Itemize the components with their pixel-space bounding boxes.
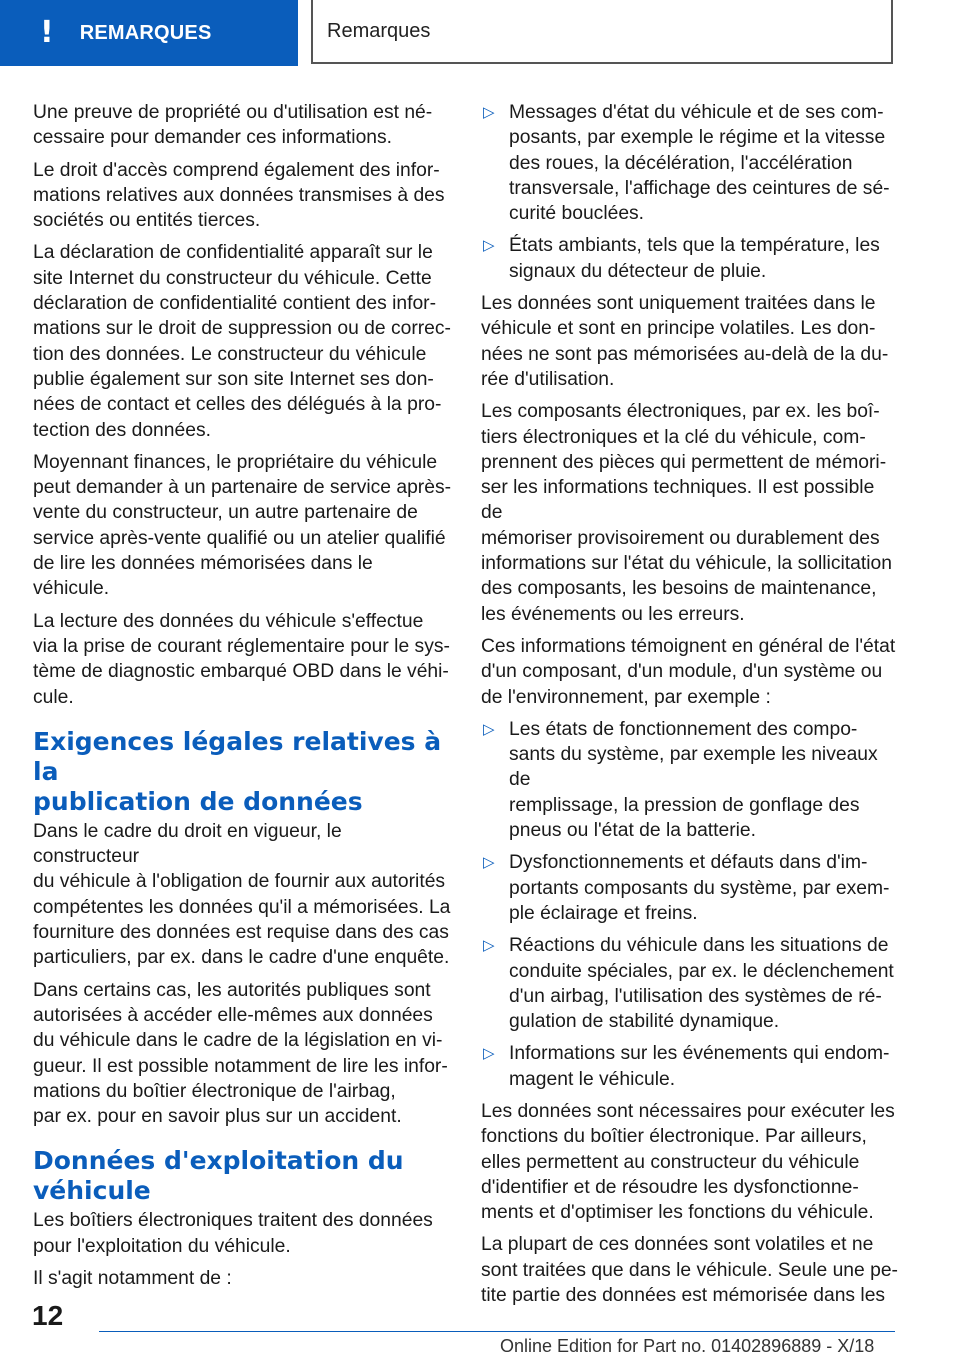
list-item-text: Dysfonctionnements et défauts dans d'im- portants composants du système, par exem- ple éclairage et freins.	[509, 852, 890, 924]
paragraph: Les boîtiers électroniques traitent des données pour l'exploitation du véhicule.	[33, 1210, 433, 1257]
paragraph: La déclaration de confidentialité apparaît sur le site Internet du constructeur du véhicule. Cette déclaration de confidentialité contient des infor- mations sur le droit de suppression ou de correc- tion des données. Le constructeur du véhicule publie également sur son site Internet ses don- nées de contact et celles des délégués à la pro- tection des données.	[33, 242, 451, 441]
left-column	[33, 100, 451, 1298]
section-heading: Exigences légales relatives à la publication de données	[33, 726, 442, 816]
exclamation-icon: !	[40, 15, 54, 50]
triangle-bullet-icon: ▷	[483, 103, 495, 121]
triangle-bullet-icon: ▷	[483, 853, 495, 872]
paragraph: Le droit d'accès comprend également des infor- mations relatives aux données transmises à des sociétés ou entités tierces.	[33, 159, 445, 232]
paragraph: Dans certains cas, les autorités publiques sont autorisées à accéder elle-mêmes aux données du véhicule dans le cadre de la législation en vi- gueur. Il est possible notamment de lire les infor- mations du boîtier électronique de l'airbag, par ex. pour en savoir plus sur un accident.	[33, 979, 448, 1128]
triangle-bullet-icon: ▷	[483, 936, 495, 955]
paragraph: La plupart de ces données sont volatiles et ne sont traitées que dans le véhicule. Seule une pe- tite partie des données est mémorisée dans les	[481, 1234, 898, 1307]
list-item-text: Les états de fonctionnement des compo- sants du système, par exemple les niveaux de remplissage, la pression de gonflage des pneus ou l'état de la batterie.	[509, 718, 878, 842]
paragraph: Ces informations témoignent en général de l'état d'un composant, d'un module, d'un système ou de l'environnement, par exemple :	[481, 635, 896, 708]
triangle-bullet-icon: ▷	[483, 236, 495, 255]
section-title: Remarques	[327, 19, 431, 42]
section-tab-label: REMARQUES	[79, 21, 212, 44]
footer-divider	[99, 1331, 895, 1332]
triangle-bullet-icon: ▷	[483, 1044, 495, 1063]
section-title-box	[311, 0, 893, 64]
edition-footer: Online Edition for Part no. 01402896889 - X/18	[500, 1336, 875, 1356]
paragraph: La lecture des données du véhicule s'effectue via la prise de courant réglementaire pour le sys- tème de diagnostic embarqué OBD dans le véhi- cule.	[33, 610, 450, 708]
list-item	[481, 233, 899, 284]
list-item	[481, 717, 899, 843]
page-number: 12	[32, 1300, 64, 1331]
section-heading: Données d'exploitation du véhicule	[33, 1146, 404, 1206]
triangle-bullet-icon: ▷	[483, 719, 495, 738]
paragraph: Moyennant finances, le propriétaire du véhicule peut demander à un partenaire de service après- vente du constructeur, un autre partenaire de service après-vente qualifié ou un atelier qualifié de lire les données mémorisées dans le véhicule.	[33, 451, 452, 600]
list-item	[481, 933, 899, 1034]
paragraph: Les données sont nécessaires pour exécuter les fonctions du boîtier électronique. Par ailleurs, elles permettent au constructeur du véhicule d'identifier et de résoudre les dysfonctionne- ments et d'optimiser les fonctions du véhicule.	[481, 1100, 895, 1224]
paragraph: Il s'agit notamment de :	[33, 1267, 232, 1289]
list-item	[481, 100, 899, 226]
list-item	[481, 1041, 899, 1092]
paragraph: Les données sont uniquement traitées dans le véhicule et sont en principe volatiles. Les don- nées ne sont pas mémorisées au-delà de la du- rée d'utilisation.	[481, 293, 889, 390]
right-column	[481, 100, 899, 1315]
paragraph: Dans le cadre du droit en vigueur, le constructeur du véhicule à l'obligation de fournir aux autorités compétentes les données qu'il a mémorisées. La fourniture des données est requise dans des cas particuliers, par ex. dans le cadre d'une enquête.	[33, 820, 451, 969]
page-header	[0, 0, 960, 66]
list-item-text: Messages d'état du véhicule et de ses com- posants, par exemple le régime et la vitesse des roues, la décélération, l'accélération transversale, l'affichage des ceintures de sé- curité bouclées.	[509, 102, 890, 225]
list-item	[481, 850, 899, 926]
section-tab	[0, 0, 298, 66]
paragraph: Les composants électroniques, par ex. les boî- tiers électroniques et la clé du véhicule, com- prennent des pièces qui permettent de mémori- ser les informations techniques. Il est possible de mémoriser provisoirement ou durablement des informations sur l'état du véhicule, la sollicitation des composants, les besoins de maintenance, les événements ou les erreurs.	[481, 401, 892, 625]
list-item-text: Informations sur les événements qui endom- magent le véhicule.	[509, 1043, 890, 1090]
paragraph: Une preuve de propriété ou d'utilisation est né- cessaire pour demander ces informations.	[33, 102, 433, 149]
list-item-text: Réactions du véhicule dans les situations de conduite spéciales, par ex. le déclenchement d'un airbag, l'utilisation des systèmes de ré- gulation de stabilité dynamique.	[509, 935, 894, 1033]
list-item-text: États ambiants, tels que la température, les signaux du détecteur de pluie.	[509, 235, 880, 282]
